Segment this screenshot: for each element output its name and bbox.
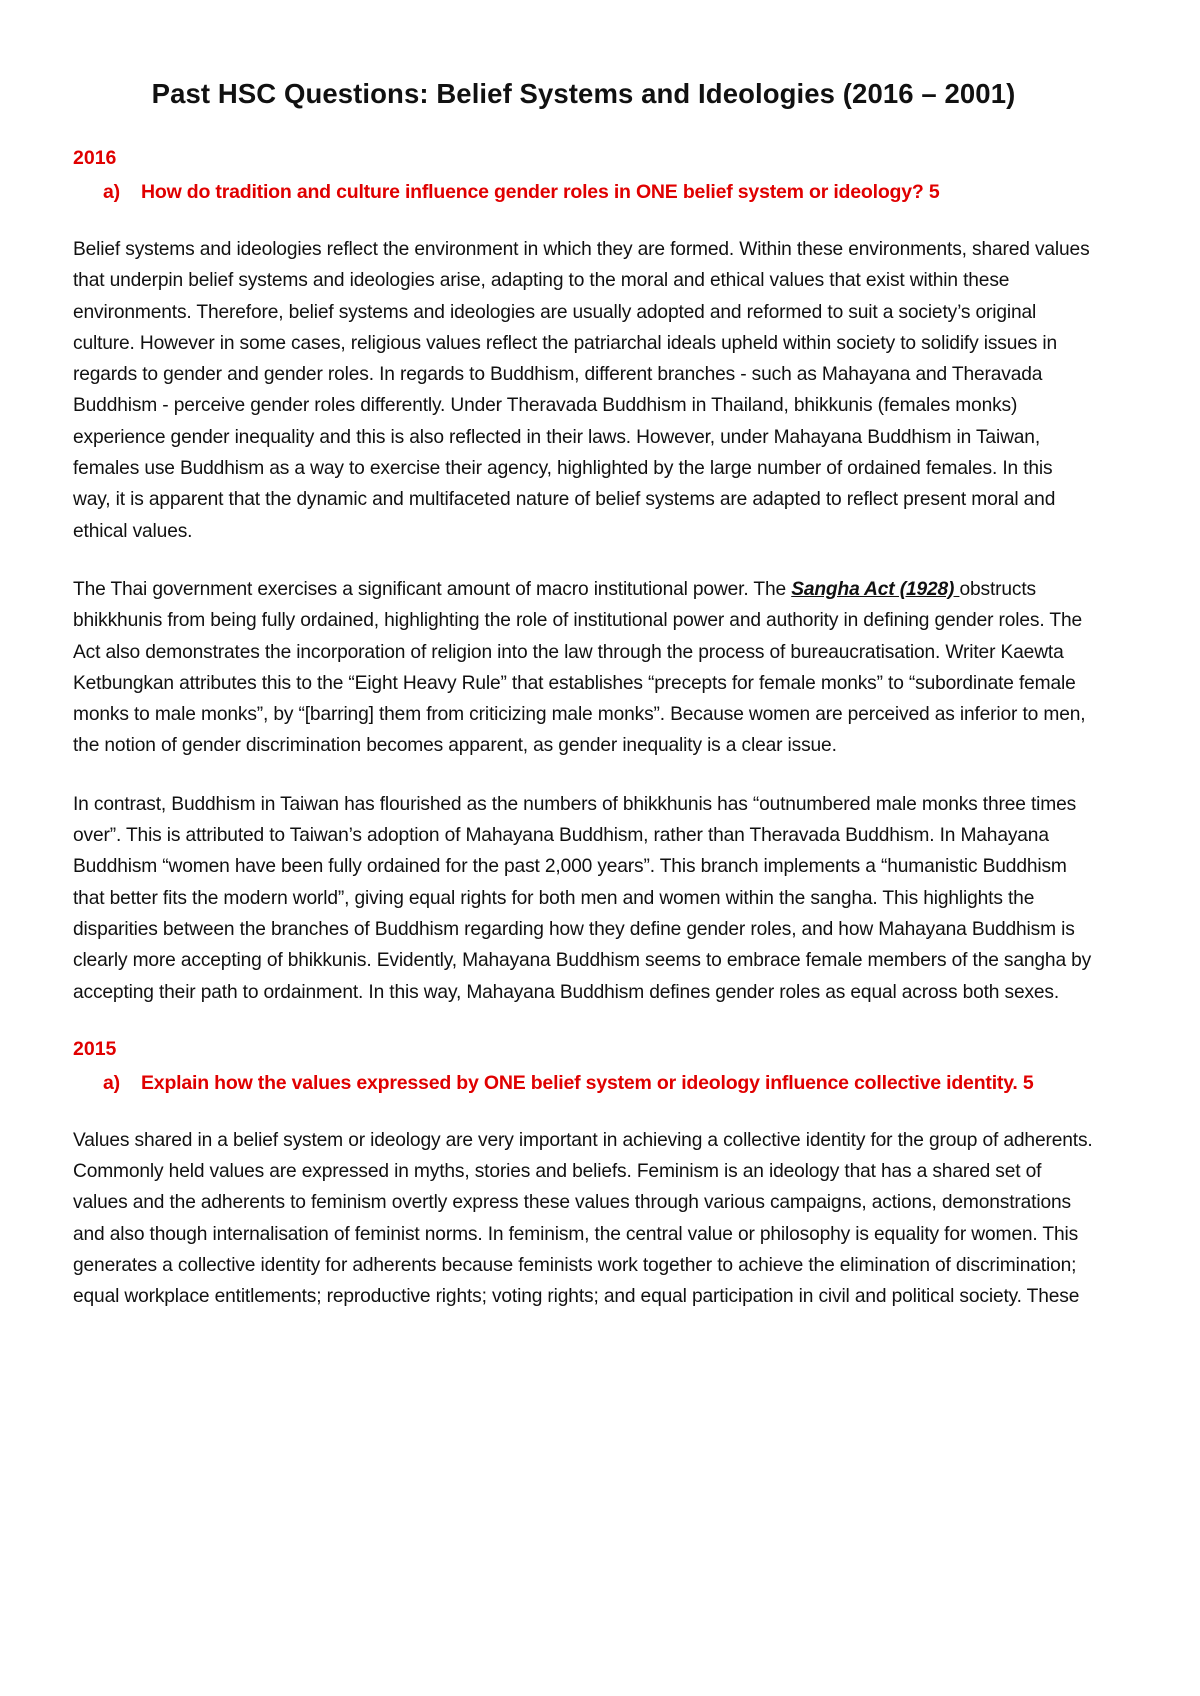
- question-heading: [73, 1069, 1094, 1097]
- question-text: Explain how the values expressed by ONE belief system or ideology influence collective identity. 5: [141, 1071, 1034, 1094]
- answer-paragraph: In contrast, Buddhism in Taiwan has flourished as the numbers of bhikkhunis has “outnumbered male monks three times over”. This is attributed to Taiwan’s adoption of Mahayana Buddhism, rather than Theravada Buddhism. In Mahayana Buddhism “women have been fully ordained for the past 2,000 years”. This branch implements a “humanistic Buddhism that better fits the modern world”, giving equal rights for both men and women within the sangha. This highlights the disparities between the branches of Buddhism regarding how they define gender roles, and how Mahayana Buddhism is clearly more accepting of bhikkunis. Evidently, Mahayana Buddhism seems to embrace female members of the sangha by accepting their path to ordainment. In this way, Mahayana Buddhism defines gender roles as equal across both sexes.: [73, 793, 1092, 1003]
- answer-paragraph: Values shared in a belief system or ideology are very important in achieving a collective identity for the group of adherents. Commonly held values are expressed in myths, stories and beliefs. Feminism is an ideology that has a shared set of values and the adherents to feminism overtly express these values through various campaigns, actions, demonstrations and also though internalisation of feminist norms. In feminism, the central value or philosophy is equality for women. This generates a collective identity for adherents because feminists work together to achieve the elimination of discrimination; equal workplace entitlements; reproductive rights; voting rights; and equal participation in civil and political society. These: [73, 1129, 1093, 1308]
- document-title: Past HSC Questions: Belief Systems and Ideologies (2016 – 2001): [151, 78, 1016, 109]
- section-year: 2015: [73, 1037, 117, 1060]
- question-text: How do tradition and culture influence gender roles in ONE belief system or ideology? 5: [141, 181, 940, 203]
- question-marker: a): [103, 1071, 120, 1094]
- section-2016: [73, 144, 1094, 1008]
- section-2015: [73, 1035, 1094, 1313]
- answer-paragraph: Belief systems and ideologies reflect the environment in which they are formed. Within these environments, shared values that underpin belief systems and ideologies arise, adapting to the moral and ethical values that exist within these environments. Therefore, belief systems and ideologies are usually adopted and reformed to suit a society’s original culture. However in some cases, religious values reflect the patriarchal ideals upheld within society to solidify issues in regards to gender and gender roles. In regards to Buddhism, different branches - such as Mahayana and Theravada Buddhism - perceive gender roles differently. Under Theravada Buddhism in Thailand, bhikkunis (females monks) experience gender inequality and this is also reflected in their laws. However, under Mahayana Buddhism in Taiwan, females use Buddhism as a way to exercise their agency, highlighted by the large number of ordained females. In this way, it is apparent that the dynamic and multifaceted nature of belief systems are adapted to reflect present moral and ethical values.: [73, 239, 1090, 542]
- question-marker: a): [103, 181, 120, 203]
- section-year: 2016: [73, 147, 117, 169]
- paragraph-text-before: The Thai government exercises a significant amount of macro institutional power. The: [73, 578, 792, 600]
- answer-paragraph: [73, 574, 1094, 762]
- question-heading: [73, 178, 1094, 206]
- paragraph-text-after: obstructs bhikkhunis from being fully ordained, highlighting the role of institutional power and authority in defining gender roles. The Act also demonstrates the incorporation of religion into the law through the process of bureaucratisation. Writer Kaewta Ketbungkan attributes this to the “Eight Heavy Rule” that establishes “precepts for female monks” to “subordinate female monks to male monks”, by “[barring] them from criticizing male monks”. Because women are perceived as inferior to men, the notion of gender discrimination becomes apparent, as gender inequality is a clear issue.: [73, 578, 1086, 757]
- sangha-act-reference: Sangha Act (1928): [791, 578, 960, 600]
